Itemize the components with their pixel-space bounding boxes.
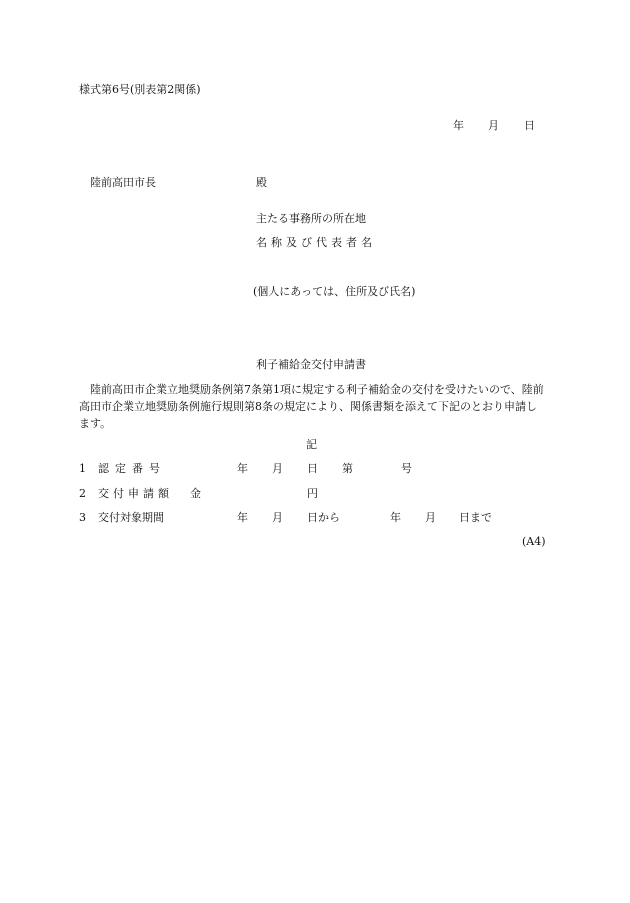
item3-year: 年 [237, 511, 248, 524]
item3-day-to: 日まで [459, 511, 492, 524]
item3-year2: 年 [390, 511, 401, 524]
item3-day-from: 日から [307, 511, 340, 524]
item1-year: 年 [237, 462, 248, 475]
applicant-office-label: 主たる事務所の所在地 [256, 212, 366, 225]
item1-month: 月 [272, 462, 283, 475]
item3-label: 交付対象期間 [98, 511, 164, 524]
item1-day: 日 [307, 462, 318, 475]
date-month-label: 月 [488, 119, 499, 132]
item1-go: 号 [401, 462, 412, 475]
item1-dai: 第 [342, 462, 353, 475]
item1-label: 認定番号 [98, 462, 166, 475]
item2-number: 2 [79, 487, 86, 500]
form-number: 様式第6号(別表第2関係) [79, 83, 201, 96]
date-day-label: 日 [524, 119, 535, 132]
item3-month: 月 [272, 511, 283, 524]
item1-number: 1 [79, 462, 86, 475]
ki-heading: 記 [306, 438, 317, 451]
item3-month2: 月 [425, 511, 436, 524]
document-title: 利子補給金交付申請書 [256, 358, 366, 371]
date-year-label: 年 [453, 119, 464, 132]
item2-yen: 円 [307, 487, 318, 500]
item2-label: 交付申請額 [98, 487, 173, 500]
applicant-name-label: 名称及び代表者名 [256, 236, 376, 249]
applicant-individual-note: (個人にあっては、住所及び氏名) [253, 285, 416, 298]
addressee-honorific: 殿 [256, 176, 267, 189]
item2-kin: 金 [190, 487, 201, 500]
body-paragraph: 陸前高田市企業立地奨励条例第7条第1項に規定する利子補給金の交付を受けたいので、陸前高田市企業立地奨励条例施行規則第8条の規定により、関係書類を添えて下記のとおり申請します。 [79, 383, 544, 430]
paper-size: (A4) [522, 535, 546, 548]
addressee-name: 陸前高田市長 [90, 176, 156, 189]
item3-number: 3 [79, 511, 86, 524]
